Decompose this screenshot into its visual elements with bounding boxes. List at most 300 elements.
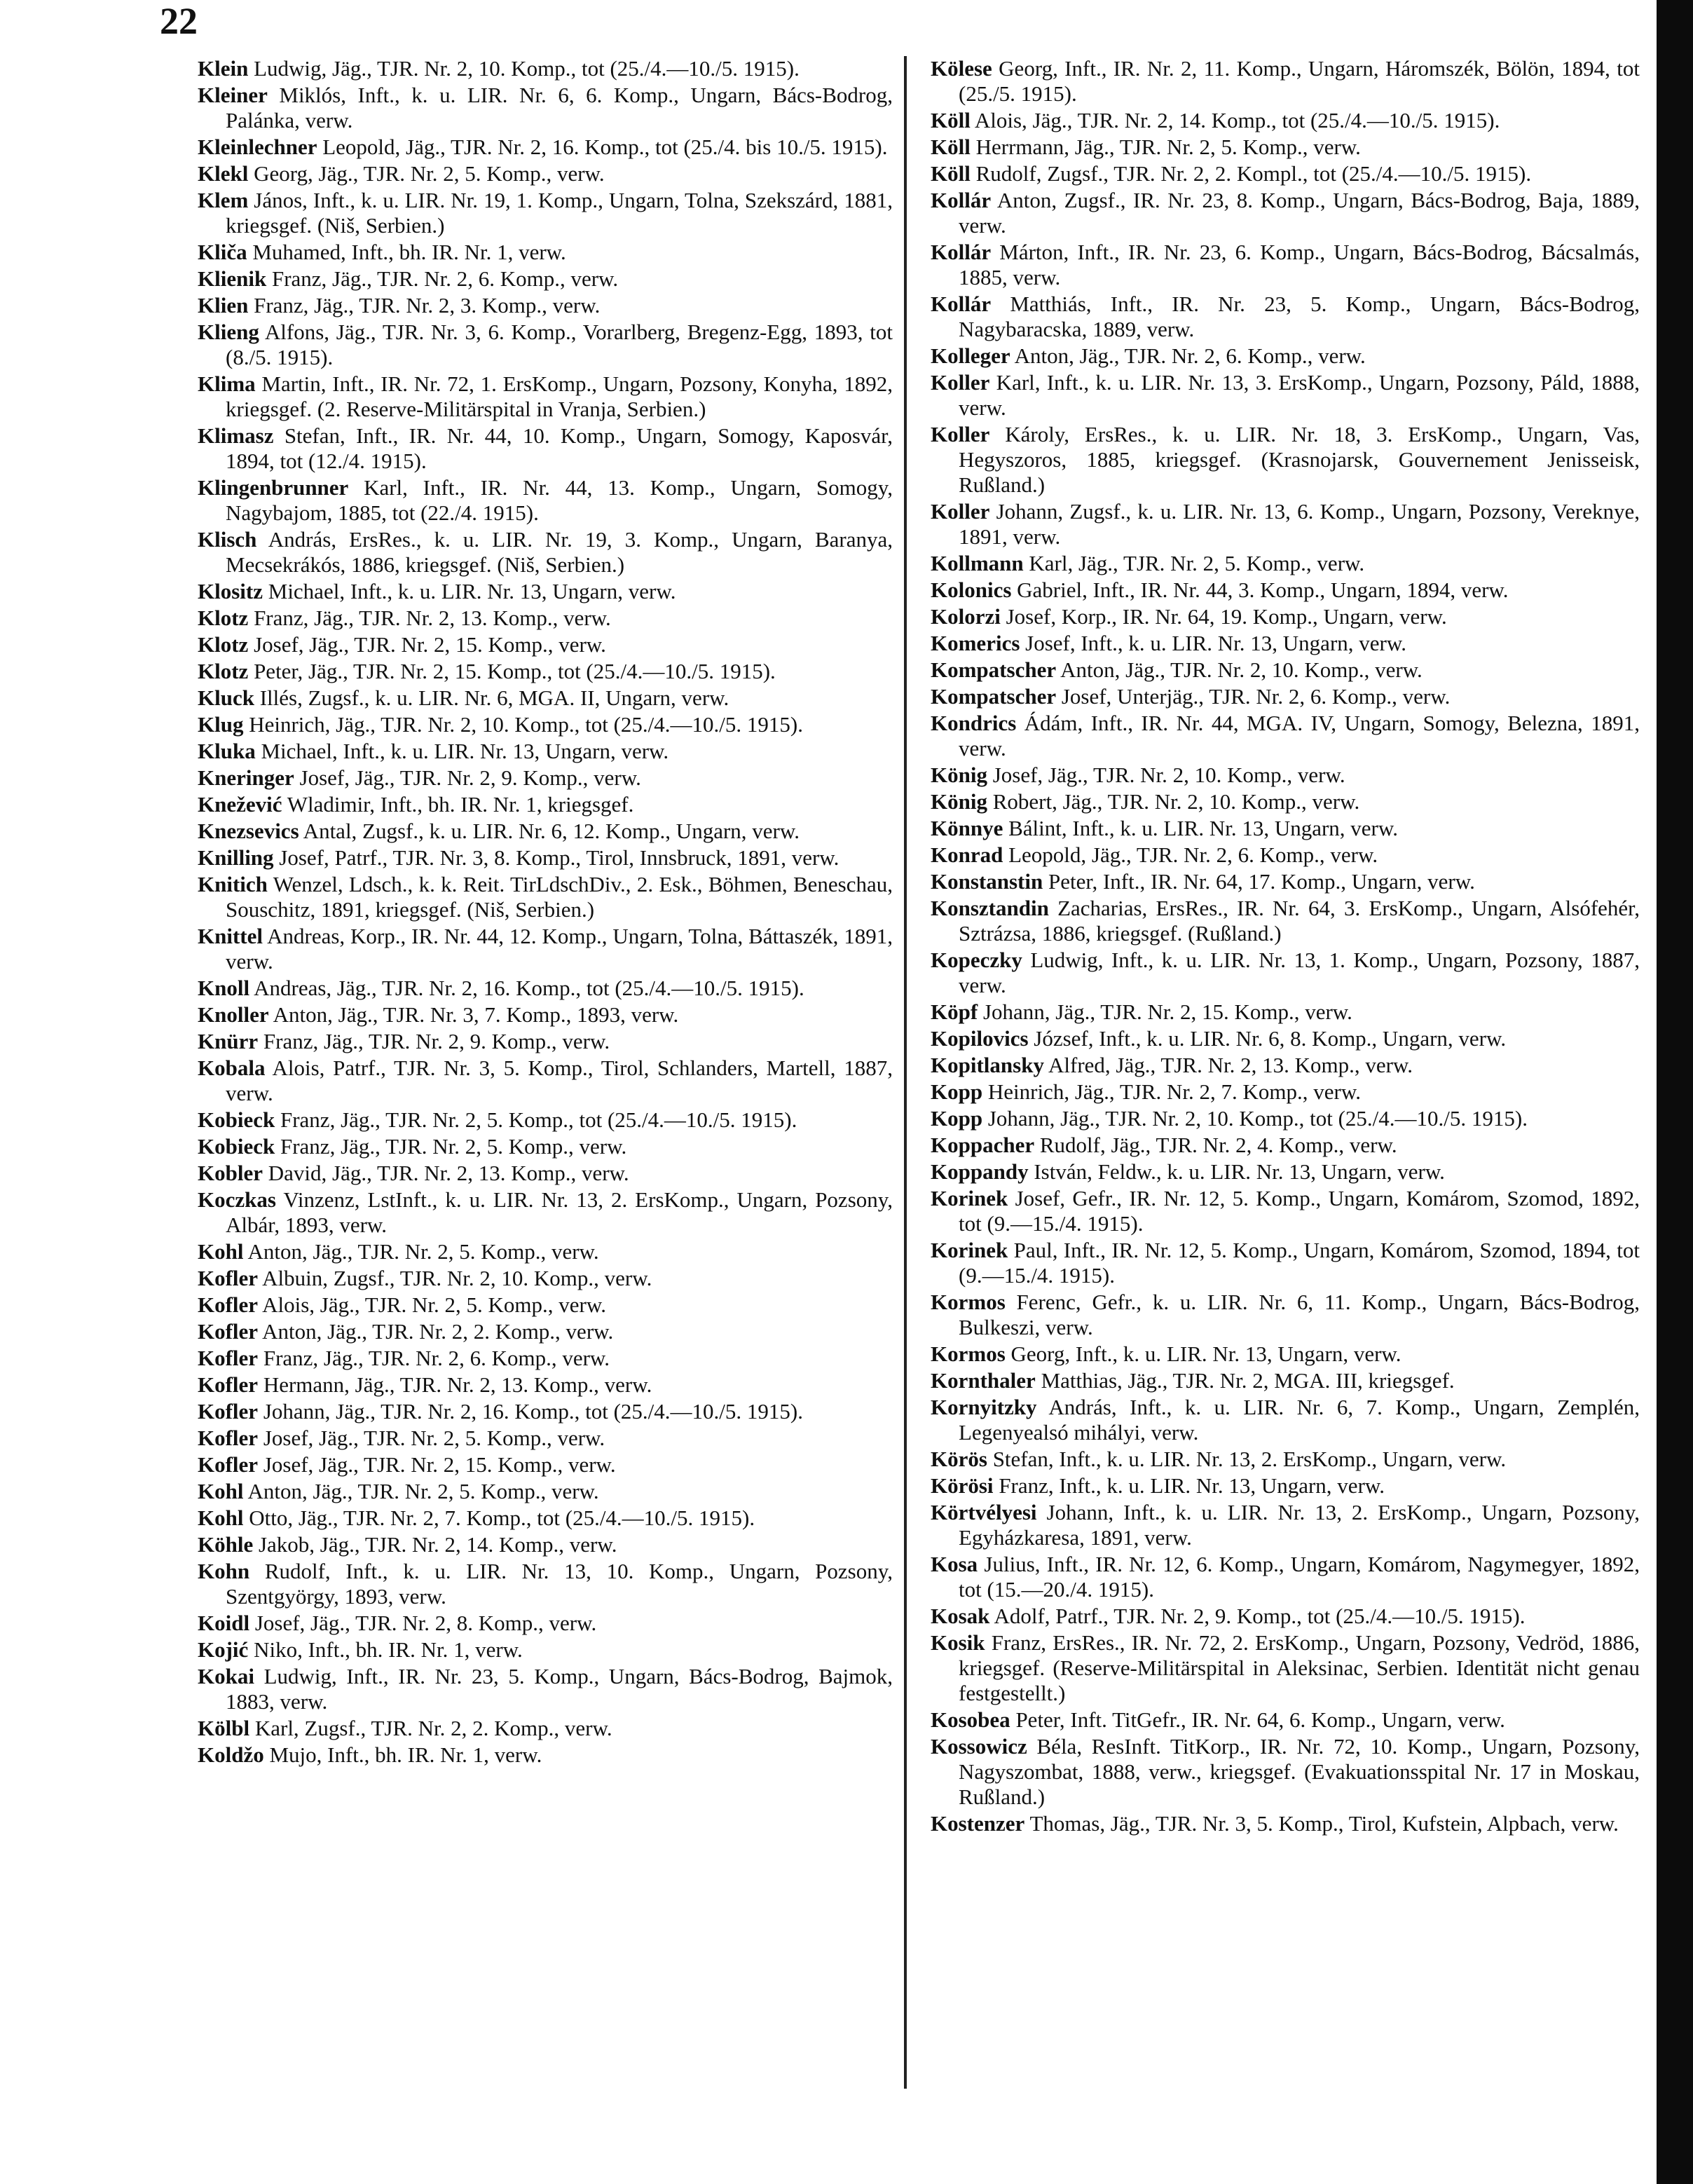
list-item — [931, 240, 1640, 290]
entry-surname: Kormos — [931, 1290, 1006, 1314]
entry-details: Josef, Jäg., TJR. Nr. 2, 15. Komp., verw. — [258, 1452, 616, 1477]
list-item — [931, 842, 1640, 868]
list-item — [931, 896, 1640, 946]
entry-details: Muhamed, Inft., bh. IR. Nr. 1, verw. — [247, 240, 566, 264]
entry-surname: Körösi — [931, 1473, 994, 1498]
entry-details: Franz, Jäg., TJR. Nr. 2, 5. Komp., verw. — [275, 1134, 627, 1159]
entry-surname: Kokai — [198, 1664, 254, 1688]
list-item — [198, 1426, 893, 1451]
entry-surname: Köhle — [198, 1532, 254, 1557]
entry-details: Franz, ErsRes., IR. Nr. 72, 2. ErsKomp., Ungarn, Pozsony, Vedröd, 1886, kriegsgef. (Reserve-Militärspital in Aleksinac, Serbien. Identität nicht genau festgestellt.) — [959, 1630, 1640, 1705]
list-item — [931, 188, 1640, 238]
entry-details: Karl, Zugsf., TJR. Nr. 2, 2. Komp., verw. — [249, 1716, 612, 1740]
list-item — [198, 1107, 893, 1133]
page-number: 22 — [160, 0, 198, 42]
entry-surname: Korinek — [931, 1186, 1008, 1210]
list-item — [931, 551, 1640, 576]
entry-surname: Köll — [931, 161, 971, 186]
entry-surname: Kofler — [198, 1319, 259, 1344]
list-item — [931, 1342, 1640, 1367]
list-item — [198, 924, 893, 974]
entry-details: Josef, Patrf., TJR. Nr. 3, 8. Komp., Tirol, Innsbruck, 1891, verw. — [273, 845, 839, 870]
entry-surname: König — [931, 763, 987, 787]
entry-surname: Kosik — [931, 1630, 985, 1655]
list-item — [198, 845, 893, 871]
list-item — [931, 999, 1640, 1025]
entry-details: Martin, Inft., IR. Nr. 72, 1. ErsKomp., Ungarn, Pozsony, Konyha, 1892, kriegsgef. (2. Reserve-Militärspital in Vranja, Serbien.) — [226, 371, 893, 421]
list-item — [198, 1372, 893, 1398]
list-item — [198, 135, 893, 160]
entry-surname: Kofler — [198, 1292, 259, 1317]
entry-surname: Klotz — [198, 632, 249, 657]
entry-surname: Kofler — [198, 1426, 259, 1450]
list-item — [198, 1399, 893, 1424]
list-item — [931, 1106, 1640, 1131]
list-item — [931, 1500, 1640, 1550]
entry-details: Anton, Zugsf., IR. Nr. 23, 8. Komp., Ungarn, Bács-Bodrog, Baja, 1889, verw. — [959, 188, 1640, 238]
entry-details: Anton, Jäg., TJR. Nr. 2, 5. Komp., verw. — [243, 1479, 599, 1503]
entry-details: József, Inft., k. u. LIR. Nr. 6, 8. Komp., Ungarn, verw. — [1028, 1026, 1507, 1051]
entry-details: Stefan, Inft., IR. Nr. 44, 10. Komp., Ungarn, Somogy, Kaposvár, 1894, tot (12./4. 1915). — [226, 423, 893, 473]
entry-surname: Kobala — [198, 1056, 266, 1080]
list-item — [198, 1559, 893, 1609]
entry-surname: Knežević — [198, 792, 282, 817]
entry-details: Anton, Jäg., TJR. Nr. 2, 6. Komp., verw. — [1010, 343, 1366, 368]
entry-details: Johann, Inft., k. u. LIR. Nr. 13, 2. ErsKomp., Ungarn, Pozsony, Egyházkaresa, 1891, verw. — [959, 1500, 1640, 1550]
entry-details: Béla, ResInft. TitKorp., IR. Nr. 72, 10. Komp., Ungarn, Pozsony, Nagyszombat, 1888, verw., kriegsgef. (Evakuationsspital Nr. 17 in Moskau, Rußland.) — [959, 1734, 1640, 1809]
entry-surname: Kolorzi — [931, 604, 1001, 629]
entry-surname: Knitich — [198, 872, 268, 896]
list-item — [931, 1238, 1640, 1288]
entry-details: Michael, Inft., k. u. LIR. Nr. 13, Ungarn, verw. — [255, 739, 669, 763]
list-item — [198, 712, 893, 737]
entry-surname: Koller — [931, 499, 990, 524]
entry-surname: Klisch — [198, 527, 257, 552]
entry-surname: Kluka — [198, 739, 256, 763]
entry-surname: Kollár — [931, 292, 992, 316]
entry-surname: Kopp — [931, 1079, 983, 1104]
list-item — [198, 1002, 893, 1028]
entry-surname: Kollmann — [931, 551, 1024, 575]
list-item — [198, 56, 893, 81]
entry-surname: Köpf — [931, 999, 978, 1024]
entry-details: Mujo, Inft., bh. IR. Nr. 1, verw. — [263, 1742, 542, 1767]
entry-details: Thomas, Jäg., TJR. Nr. 3, 5. Komp., Tirol, Kufstein, Alpbach, verw. — [1024, 1811, 1619, 1836]
entry-surname: Kollár — [931, 240, 992, 264]
list-item — [931, 1734, 1640, 1810]
entry-surname: Koldžo — [198, 1742, 264, 1767]
list-item — [198, 792, 893, 817]
entry-details: Georg, Jäg., TJR. Nr. 2, 5. Komp., verw. — [248, 161, 605, 186]
entry-surname: Klien — [198, 293, 249, 318]
entry-details: Bálint, Inft., k. u. LIR. Nr. 13, Ungarn, verw. — [1003, 816, 1399, 840]
entry-details: Anton, Jäg., TJR. Nr. 2, 2. Komp., verw. — [258, 1319, 614, 1344]
entry-surname: Kobler — [198, 1161, 263, 1185]
entry-surname: Kohl — [198, 1239, 244, 1264]
entry-surname: Kleiner — [198, 83, 268, 107]
list-item — [931, 1368, 1640, 1393]
list-item — [198, 1611, 893, 1636]
entry-details: Alois, Jäg., TJR. Nr. 2, 14. Komp., tot (25./4.—10./5. 1915). — [970, 108, 1500, 132]
list-item — [198, 976, 893, 1001]
entry-surname: Kosobea — [931, 1707, 1010, 1732]
list-item — [931, 108, 1640, 133]
entry-details: Leopold, Jäg., TJR. Nr. 2, 16. Komp., tot (25./4. bis 10./5. 1915). — [317, 135, 888, 159]
entry-surname: Könnye — [931, 816, 1003, 840]
entry-details: Franz, Jäg., TJR. Nr. 2, 5. Komp., tot (25./4.—10./5. 1915). — [275, 1107, 797, 1132]
entry-surname: Kölbl — [198, 1716, 250, 1740]
entry-details: Matthias, Jäg., TJR. Nr. 2, MGA. III, kriegsgef. — [1035, 1368, 1455, 1393]
entry-surname: Klingenbrunner — [198, 475, 349, 500]
entry-surname: Klotz — [198, 659, 249, 683]
entry-details: Stefan, Inft., k. u. LIR. Nr. 13, 2. ErsKomp., Ungarn, verw. — [987, 1447, 1507, 1471]
entry-surname: Kofler — [198, 1452, 259, 1477]
entry-surname: Kofler — [198, 1399, 259, 1424]
entry-surname: Klekl — [198, 161, 249, 186]
entry-surname: Klem — [198, 188, 249, 212]
list-item — [931, 578, 1640, 603]
entry-details: Franz, Jäg., TJR. Nr. 2, 6. Komp., verw. — [258, 1346, 610, 1370]
entry-details: Leopold, Jäg., TJR. Nr. 2, 6. Komp., verw. — [1003, 842, 1378, 867]
entry-details: Andreas, Jäg., TJR. Nr. 2, 16. Komp., tot (25./4.—10./5. 1915). — [249, 976, 804, 1000]
list-item — [198, 632, 893, 657]
entry-surname: Korinek — [931, 1238, 1008, 1262]
entry-details: Rudolf, Jäg., TJR. Nr. 2, 4. Komp., verw. — [1034, 1133, 1397, 1157]
entry-details: Josef, Jäg., TJR. Nr. 2, 15. Komp., verw. — [248, 632, 606, 657]
entry-details: Josef, Jäg., TJR. Nr. 2, 8. Komp., verw. — [249, 1611, 597, 1635]
entry-surname: König — [931, 789, 987, 814]
list-item — [931, 789, 1640, 814]
list-item — [931, 292, 1640, 342]
entry-surname: Klug — [198, 712, 244, 737]
entry-details: Ludwig, Inft., IR. Nr. 23, 5. Komp., Ungarn, Bács-Bodrog, Bajmok, 1883, verw. — [226, 1664, 893, 1714]
entry-surname: Kobieck — [198, 1134, 275, 1159]
list-item — [198, 371, 893, 422]
entry-details: Georg, Inft., IR. Nr. 2, 11. Komp., Ungarn, Háromszék, Bölön, 1894, tot (25./5. 1915). — [959, 56, 1640, 106]
entry-details: Ludwig, Inft., k. u. LIR. Nr. 13, 1. Komp., Ungarn, Pozsony, 1887, verw. — [959, 948, 1640, 997]
list-item — [931, 1053, 1640, 1078]
entry-details: Heinrich, Jäg., TJR. Nr. 2, 7. Komp., verw. — [982, 1079, 1361, 1104]
entry-details: István, Feldw., k. u. LIR. Nr. 13, Ungarn, verw. — [1028, 1159, 1445, 1184]
entry-surname: Kossowicz — [931, 1734, 1027, 1759]
list-item — [198, 266, 893, 292]
entry-details: Alois, Jäg., TJR. Nr. 2, 5. Komp., verw. — [258, 1292, 606, 1317]
list-item — [198, 1029, 893, 1054]
entry-surname: Kostenzer — [931, 1811, 1025, 1836]
entry-details: András, Inft., k. u. LIR. Nr. 6, 7. Komp., Ungarn, Zemplén, Legenyealsó mihályi, verw. — [959, 1395, 1640, 1445]
entry-surname: Kliča — [198, 240, 247, 264]
entry-surname: Kohl — [198, 1506, 244, 1530]
list-item — [931, 1186, 1640, 1236]
entry-surname: Kofler — [198, 1266, 259, 1290]
entry-details: Gabriel, Inft., IR. Nr. 44, 3. Komp., Ungarn, 1894, verw. — [1011, 578, 1509, 602]
list-item — [198, 293, 893, 318]
entry-surname: Körös — [931, 1447, 987, 1471]
entry-surname: Konrad — [931, 842, 1003, 867]
list-item — [198, 1742, 893, 1768]
list-item — [198, 240, 893, 265]
entry-surname: Kohn — [198, 1559, 250, 1583]
entry-surname: Kornthaler — [931, 1368, 1036, 1393]
entry-details: Matthiás, Inft., IR. Nr. 23, 5. Komp., Ungarn, Bács-Bodrog, Nagybaracska, 1889, verw. — [959, 292, 1640, 341]
list-item — [931, 869, 1640, 894]
list-item — [198, 527, 893, 578]
list-item — [931, 1811, 1640, 1836]
entry-details: Robert, Jäg., TJR. Nr. 2, 10. Komp., verw. — [987, 789, 1360, 814]
entry-surname: Kölese — [931, 56, 992, 81]
entry-details: Alfons, Jäg., TJR. Nr. 3, 6. Komp., Vorarlberg, Bregenz-Egg, 1893, tot (8./5. 1915). — [226, 320, 893, 369]
entry-details: Karl, Jäg., TJR. Nr. 2, 5. Komp., verw. — [1023, 551, 1365, 575]
entry-surname: Kofler — [198, 1372, 259, 1397]
list-item — [198, 1161, 893, 1186]
entry-surname: Kopilovics — [931, 1026, 1029, 1051]
list-item — [931, 1133, 1640, 1158]
entry-surname: Kneringer — [198, 765, 294, 790]
list-item — [198, 1292, 893, 1318]
list-item — [198, 685, 893, 711]
entry-details: Antal, Zugsf., k. u. LIR. Nr. 6, 12. Komp., Ungarn, verw. — [299, 819, 800, 843]
entry-details: Paul, Inft., IR. Nr. 12, 5. Komp., Ungarn, Komárom, Szomod, 1894, tot (9.—15./4. 1915). — [959, 1238, 1640, 1288]
entry-surname: Klotz — [198, 606, 249, 630]
entry-details: Alfred, Jäg., TJR. Nr. 2, 13. Komp., verw. — [1043, 1053, 1413, 1077]
entry-details: Otto, Jäg., TJR. Nr. 2, 7. Komp., tot (25./4.—10./5. 1915). — [243, 1506, 755, 1530]
entry-surname: Kopp — [931, 1106, 983, 1131]
list-item — [198, 83, 893, 133]
list-item — [198, 1187, 893, 1238]
list-item — [931, 1159, 1640, 1185]
entry-details: Herrmann, Jäg., TJR. Nr. 2, 5. Komp., verw. — [970, 135, 1361, 159]
list-item — [931, 422, 1640, 498]
entry-surname: Klein — [198, 56, 249, 81]
entry-details: Michael, Inft., k. u. LIR. Nr. 13, Ungarn, verw. — [263, 579, 676, 603]
list-item — [198, 872, 893, 922]
entry-surname: Kojić — [198, 1637, 249, 1662]
entry-surname: Knittel — [198, 924, 263, 948]
entry-details: János, Inft., k. u. LIR. Nr. 19, 1. Komp., Ungarn, Tolna, Szekszárd, 1881, kriegsgef. (Niš, Serbien.) — [226, 188, 893, 238]
right-column — [931, 56, 1640, 1838]
list-item — [931, 499, 1640, 550]
list-item — [198, 423, 893, 474]
list-item — [931, 631, 1640, 656]
list-item — [198, 161, 893, 186]
list-item — [931, 657, 1640, 683]
list-item — [931, 816, 1640, 841]
entry-details: Franz, Jäg., TJR. Nr. 2, 13. Komp., verw. — [248, 606, 611, 630]
list-item — [931, 370, 1640, 421]
entry-details: Rudolf, Zugsf., TJR. Nr. 2, 2. Kompl., tot (25./4.—10./5. 1915). — [970, 161, 1532, 186]
list-item — [198, 606, 893, 631]
list-item — [198, 1346, 893, 1371]
list-item — [931, 135, 1640, 160]
list-item — [931, 56, 1640, 107]
list-item — [198, 320, 893, 370]
entry-details: Josef, Inft., k. u. LIR. Nr. 13, Ungarn, verw. — [1020, 631, 1406, 655]
entry-surname: Kolleger — [931, 343, 1010, 368]
entry-surname: Kobieck — [198, 1107, 275, 1132]
list-item — [198, 1056, 893, 1106]
entry-surname: Kosak — [931, 1604, 990, 1628]
entry-details: András, ErsRes., k. u. LIR. Nr. 19, 3. Komp., Ungarn, Baranya, Mecsekrákós, 1886, kriegsgef. (Niš, Serbien.) — [226, 527, 893, 577]
list-item — [931, 161, 1640, 186]
entry-details: Josef, Jäg., TJR. Nr. 2, 9. Komp., verw. — [294, 765, 641, 790]
entry-details: Illés, Zugsf., k. u. LIR. Nr. 6, MGA. II, Ungarn, verw. — [254, 685, 729, 710]
list-item — [931, 1290, 1640, 1340]
list-item — [198, 1239, 893, 1264]
entry-details: Peter, Jäg., TJR. Nr. 2, 15. Komp., tot (25./4.—10./5. 1915). — [248, 659, 776, 683]
entry-surname: Komerics — [931, 631, 1020, 655]
entry-details: Heinrich, Jäg., TJR. Nr. 2, 10. Komp., tot (25./4.—10./5. 1915). — [243, 712, 803, 737]
entry-surname: Koidl — [198, 1611, 250, 1635]
list-item — [931, 343, 1640, 369]
entry-details: Albuin, Zugsf., TJR. Nr. 2, 10. Komp., verw. — [258, 1266, 652, 1290]
entry-surname: Kormos — [931, 1342, 1006, 1366]
list-item — [198, 659, 893, 684]
list-item — [198, 475, 893, 526]
list-item — [198, 819, 893, 844]
list-item — [198, 1637, 893, 1663]
entry-surname: Koczkas — [198, 1187, 276, 1212]
entry-details: Josef, Jäg., TJR. Nr. 2, 5. Komp., verw. — [258, 1426, 605, 1450]
entry-surname: Koppacher — [931, 1133, 1035, 1157]
entry-details: Johann, Jäg., TJR. Nr. 2, 15. Komp., verw. — [978, 999, 1352, 1024]
entry-details: Ludwig, Jäg., TJR. Nr. 2, 10. Komp., tot (25./4.—10./5. 1915). — [248, 56, 800, 81]
entry-details: Hermann, Jäg., TJR. Nr. 2, 13. Komp., verw. — [258, 1372, 652, 1397]
list-item — [931, 1630, 1640, 1706]
list-item — [198, 1319, 893, 1344]
scan-edge — [1657, 0, 1693, 2184]
entry-details: Josef, Gefr., IR. Nr. 12, 5. Komp., Ungarn, Komárom, Szomod, 1892, tot (9.—15./4. 1915). — [959, 1186, 1640, 1236]
entry-details: Julius, Inft., IR. Nr. 12, 6. Komp., Ungarn, Komárom, Nagymegyer, 1892, tot (15.—20./4. 1915). — [959, 1552, 1640, 1602]
list-item — [198, 1716, 893, 1741]
entry-surname: Kollár — [931, 188, 992, 212]
entry-details: Márton, Inft., IR. Nr. 23, 6. Komp., Ungarn, Bács-Bodrog, Bácsalmás, 1885, verw. — [959, 240, 1640, 289]
entry-details: Anton, Jäg., TJR. Nr. 2, 10. Komp., verw. — [1056, 657, 1423, 682]
list-item — [931, 1707, 1640, 1733]
entry-details: Miklós, Inft., k. u. LIR. Nr. 6, 6. Komp., Ungarn, Bács-Bodrog, Palánka, verw. — [226, 83, 893, 132]
entry-surname: Koppandy — [931, 1159, 1029, 1184]
entry-details: Ádám, Inft., IR. Nr. 44, MGA. IV, Ungarn, Somogy, Belezna, 1891, verw. — [959, 711, 1640, 760]
entry-surname: Kopeczky — [931, 948, 1022, 972]
list-item — [931, 1604, 1640, 1629]
entry-surname: Knezsevics — [198, 819, 299, 843]
list-item — [198, 739, 893, 764]
entry-details: Johann, Jäg., TJR. Nr. 2, 16. Komp., tot (25./4.—10./5. 1915). — [258, 1399, 803, 1424]
list-item — [931, 763, 1640, 788]
entry-details: Zacharias, ErsRes., IR. Nr. 64, 3. ErsKomp., Ungarn, Alsófehér, Sztrázsa, 1886, kriegsgef. (Rußland.) — [959, 896, 1640, 946]
entry-surname: Knilling — [198, 845, 274, 870]
list-item — [931, 1079, 1640, 1105]
list-item — [198, 1506, 893, 1531]
entry-surname: Köll — [931, 135, 971, 159]
list-item — [198, 1134, 893, 1159]
list-item — [931, 1552, 1640, 1602]
entry-surname: Kolonics — [931, 578, 1012, 602]
entry-details: Ferenc, Gefr., k. u. LIR. Nr. 6, 11. Komp., Ungarn, Bács-Bodrog, Bulkeszi, verw. — [959, 1290, 1640, 1339]
entry-details: Franz, Jäg., TJR. Nr. 2, 6. Komp., verw. — [266, 266, 619, 291]
entry-surname: Körtvélyesi — [931, 1500, 1037, 1524]
entry-details: Franz, Inft., k. u. LIR. Nr. 13, Ungarn, verw. — [993, 1473, 1385, 1498]
entry-details: Jakob, Jäg., TJR. Nr. 2, 14. Komp., verw. — [253, 1532, 617, 1557]
entry-surname: Koller — [931, 422, 990, 446]
entry-details: Josef, Unterjäg., TJR. Nr. 2, 6. Komp., verw. — [1056, 684, 1451, 709]
entry-surname: Kleinlechner — [198, 135, 317, 159]
entry-details: Rudolf, Inft., k. u. LIR. Nr. 13, 10. Komp., Ungarn, Pozsony, Szentgyörgy, 1893, verw. — [226, 1559, 893, 1609]
entry-details: Johann, Jäg., TJR. Nr. 2, 10. Komp., tot (25./4.—10./5. 1915). — [982, 1106, 1528, 1131]
entry-details: Josef, Jäg., TJR. Nr. 2, 10. Komp., verw. — [987, 763, 1345, 787]
list-item — [931, 711, 1640, 761]
entry-surname: Klositz — [198, 579, 263, 603]
column-divider — [904, 56, 907, 2089]
entry-surname: Konstanstin — [931, 869, 1043, 894]
entry-details: Josef, Korp., IR. Nr. 64, 19. Komp., Ungarn, verw. — [1000, 604, 1447, 629]
entry-details: Vinzenz, LstInft., k. u. LIR. Nr. 13, 2. ErsKomp., Ungarn, Pozsony, Albár, 1893, verw. — [226, 1187, 893, 1237]
list-item — [931, 1026, 1640, 1051]
entry-surname: Klieng — [198, 320, 259, 344]
entry-details: Anton, Jäg., TJR. Nr. 3, 7. Komp., 1893, verw. — [268, 1002, 679, 1027]
entry-surname: Klima — [198, 371, 256, 396]
entry-details: Johann, Zugsf., k. u. LIR. Nr. 13, 6. Komp., Ungarn, Pozsony, Vereknye, 1891, verw. — [959, 499, 1640, 549]
entry-surname: Kluck — [198, 685, 254, 710]
entry-details: David, Jäg., TJR. Nr. 2, 13. Komp., verw. — [263, 1161, 629, 1185]
list-item — [198, 1452, 893, 1477]
entry-details: Karl, Inft., IR. Nr. 44, 13. Komp., Ungarn, Somogy, Nagybajom, 1885, tot (22./4. 1915). — [226, 475, 893, 525]
entry-surname: Kopitlansky — [931, 1053, 1044, 1077]
entry-details: Adolf, Patrf., TJR. Nr. 2, 9. Komp., tot (25./4.—10./5. 1915). — [989, 1604, 1526, 1628]
entry-surname: Knoll — [198, 976, 250, 1000]
entry-details: Franz, Jäg., TJR. Nr. 2, 9. Komp., verw. — [258, 1029, 610, 1053]
list-item — [198, 188, 893, 238]
entry-surname: Klimasz — [198, 423, 274, 448]
list-item — [931, 948, 1640, 998]
entry-surname: Kosa — [931, 1552, 978, 1576]
list-item — [198, 1664, 893, 1714]
entry-surname: Koller — [931, 370, 990, 395]
left-column — [198, 56, 893, 1769]
entry-details: Peter, Inft. TitGefr., IR. Nr. 64, 6. Komp., Ungarn, verw. — [1010, 1707, 1505, 1732]
list-item — [931, 1395, 1640, 1445]
entry-details: Wladimir, Inft., bh. IR. Nr. 1, kriegsgef. — [282, 792, 634, 817]
entry-surname: Knoller — [198, 1002, 269, 1027]
entry-surname: Klienik — [198, 266, 267, 291]
entry-surname: Konsztandin — [931, 896, 1049, 920]
entry-details: Niko, Inft., bh. IR. Nr. 1, verw. — [248, 1637, 523, 1662]
list-item — [931, 1447, 1640, 1472]
entry-details: Anton, Jäg., TJR. Nr. 2, 5. Komp., verw. — [243, 1239, 599, 1264]
list-item — [198, 579, 893, 604]
entry-details: Franz, Jäg., TJR. Nr. 2, 3. Komp., verw. — [248, 293, 601, 318]
entry-surname: Kompatscher — [931, 684, 1057, 709]
list-item — [198, 765, 893, 791]
entry-surname: Kompatscher — [931, 657, 1057, 682]
entry-surname: Köll — [931, 108, 971, 132]
entry-details: Peter, Inft., IR. Nr. 64, 17. Komp., Ungarn, verw. — [1043, 869, 1475, 894]
entry-details: Wenzel, Ldsch., k. k. Reit. TirLdschDiv., 2. Esk., Böhmen, Beneschau, Souschitz, 1891, kriegsgef. (Niš, Serbien.) — [226, 872, 893, 922]
list-item — [931, 684, 1640, 709]
entry-details: Károly, ErsRes., k. u. LIR. Nr. 18, 3. ErsKomp., Ungarn, Vas, Hegyszoros, 1885, kriegsgef. (Krasnojarsk, Gouvernement Jenisseisk, Rußland.) — [959, 422, 1640, 497]
entry-details: Alois, Patrf., TJR. Nr. 3, 5. Komp., Tirol, Schlanders, Martell, 1887, verw. — [226, 1056, 893, 1105]
entry-surname: Kondrics — [931, 711, 1017, 735]
entry-details: Andreas, Korp., IR. Nr. 44, 12. Komp., Ungarn, Tolna, Báttaszék, 1891, verw. — [226, 924, 893, 974]
entry-details: Karl, Inft., k. u. LIR. Nr. 13, 3. ErsKomp., Ungarn, Pozsony, Páld, 1888, verw. — [959, 370, 1640, 420]
entry-details: Georg, Inft., k. u. LIR. Nr. 13, Ungarn, verw. — [1005, 1342, 1401, 1366]
entry-surname: Knürr — [198, 1029, 259, 1053]
entry-surname: Kofler — [198, 1346, 259, 1370]
list-item — [198, 1266, 893, 1291]
list-item — [931, 604, 1640, 629]
list-item — [198, 1532, 893, 1557]
entry-surname: Kornyitzky — [931, 1395, 1037, 1419]
list-item — [931, 1473, 1640, 1499]
